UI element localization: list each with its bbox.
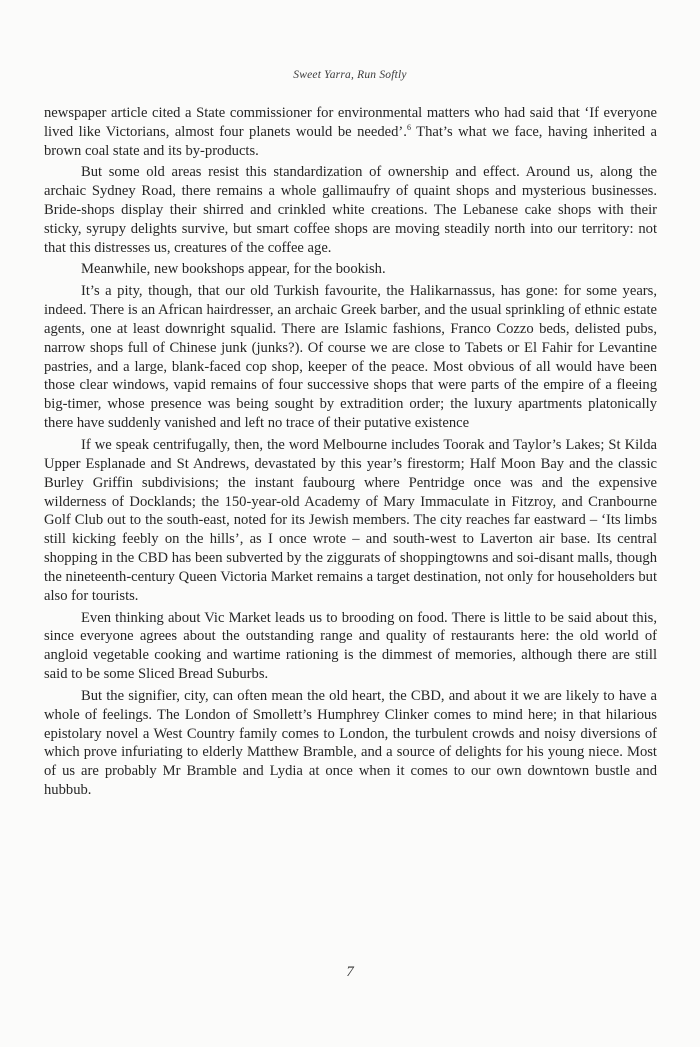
- paragraph-7: But the signifier, city, can often mean the old heart, the CBD, and about it we are likely to have a whole of feelings. The London of Smollett’s Humphrey Clinker comes to mind here; in that hilarious epistolary novel a West Country family comes to London, the turbulent crowds and noisy diversions of which prove infuriating to elderly Matthew Bramble, and a source of delights for his young niece. Most of us are probably Mr Bramble and Lydia at once when it comes to our own downtown bustle and hubbub.: [44, 687, 657, 799]
- paragraph-2: But some old areas resist this standardization of ownership and effect. Around us, along the archaic Sydney Road, there remains a whole gallimaufry of quaint shops and mysterious businesses. Bride-shops display their shirred and crinkled white creations. The Lebanese cake shops with their sticky, syrupy delights survive, but smart coffee shops are moving steadily north into our territory: not that this distresses us, creatures of the coffee age.: [44, 164, 657, 256]
- paragraph-1: [44, 104, 657, 161]
- body-text: [44, 104, 657, 803]
- running-head: Sweet Yarra, Run Softly: [293, 69, 407, 81]
- paragraph-6: Even thinking about Vic Market leads us to brooding on food. There is little to be said about this, since everyone agrees about the outstanding range and quality of restaurants here: the old world of angloid vegetable cooking and wartime rationing is the dimmest of memories, although there are still said to be some Sliced Bread Suburbs.: [44, 609, 657, 683]
- paragraph-5: If we speak centrifugally, then, the word Melbourne includes Toorak and Taylor’s Lakes; St Kilda Upper Esplanade and St Andrews, devastated by this year’s firestorm; Half Moon Bay and the classic Burley Griffin subdivisions; the instant faubourg where Pentridge once was and the expensive wilderness of Docklands; the 150-year-old Academy of Mary Immaculate in Fitzroy, and Cranbourne Golf Club out to the south-east, noted for its Jewish members. The city reaches far eastward – ‘Its limbs still kicking feebly on the hills’, as I once wrote – and south-west to Laverton air base. Its central shopping in the CBD has been subverted by the ziggurats of shoppingtowns and soi-disant malls, though the nineteenth-century Queen Victoria Market remains a target destination, not only for householders but also for tourists.: [44, 436, 657, 605]
- paragraph-1-text-continued: That’s what we face, having inherited a brown coal state and its by-products.: [44, 123, 657, 159]
- paragraph-1-text: newspaper article cited a State commissioner for environmental matters who had said that ‘If everyone lived like Victorians, almost four planets would be needed’.: [44, 105, 657, 140]
- footnote-reference[interactable]: 6: [406, 123, 411, 133]
- paragraph-3: Meanwhile, new bookshops appear, for the bookish.: [81, 261, 386, 278]
- paragraph-4: It’s a pity, though, that our old Turkish favourite, the Halikarnassus, has gone: for some years, indeed. There is an African hairdresser, an archaic Greek barber, and the usual sprinkling of ethnic estate agents, one at least downright squalid. There are Islamic fashions, Franco Cozzo beds, delisted pubs, narrow shops full of Chinese junk (junks?). Of course we are close to Tabets or El Fahir for Levantine pastries, and a large, blank-faced cop shop, keeper of the peace. Most obvious of all would have been those clear windows, vapid remains of four successive shops that were parts of the empire of a fleeing big-timer, whose presence was being sought by extradition order; the luxury apartments platonically there have suddenly vanished and left no trace of their putative existence: [44, 282, 657, 432]
- page-number: 7: [346, 964, 354, 980]
